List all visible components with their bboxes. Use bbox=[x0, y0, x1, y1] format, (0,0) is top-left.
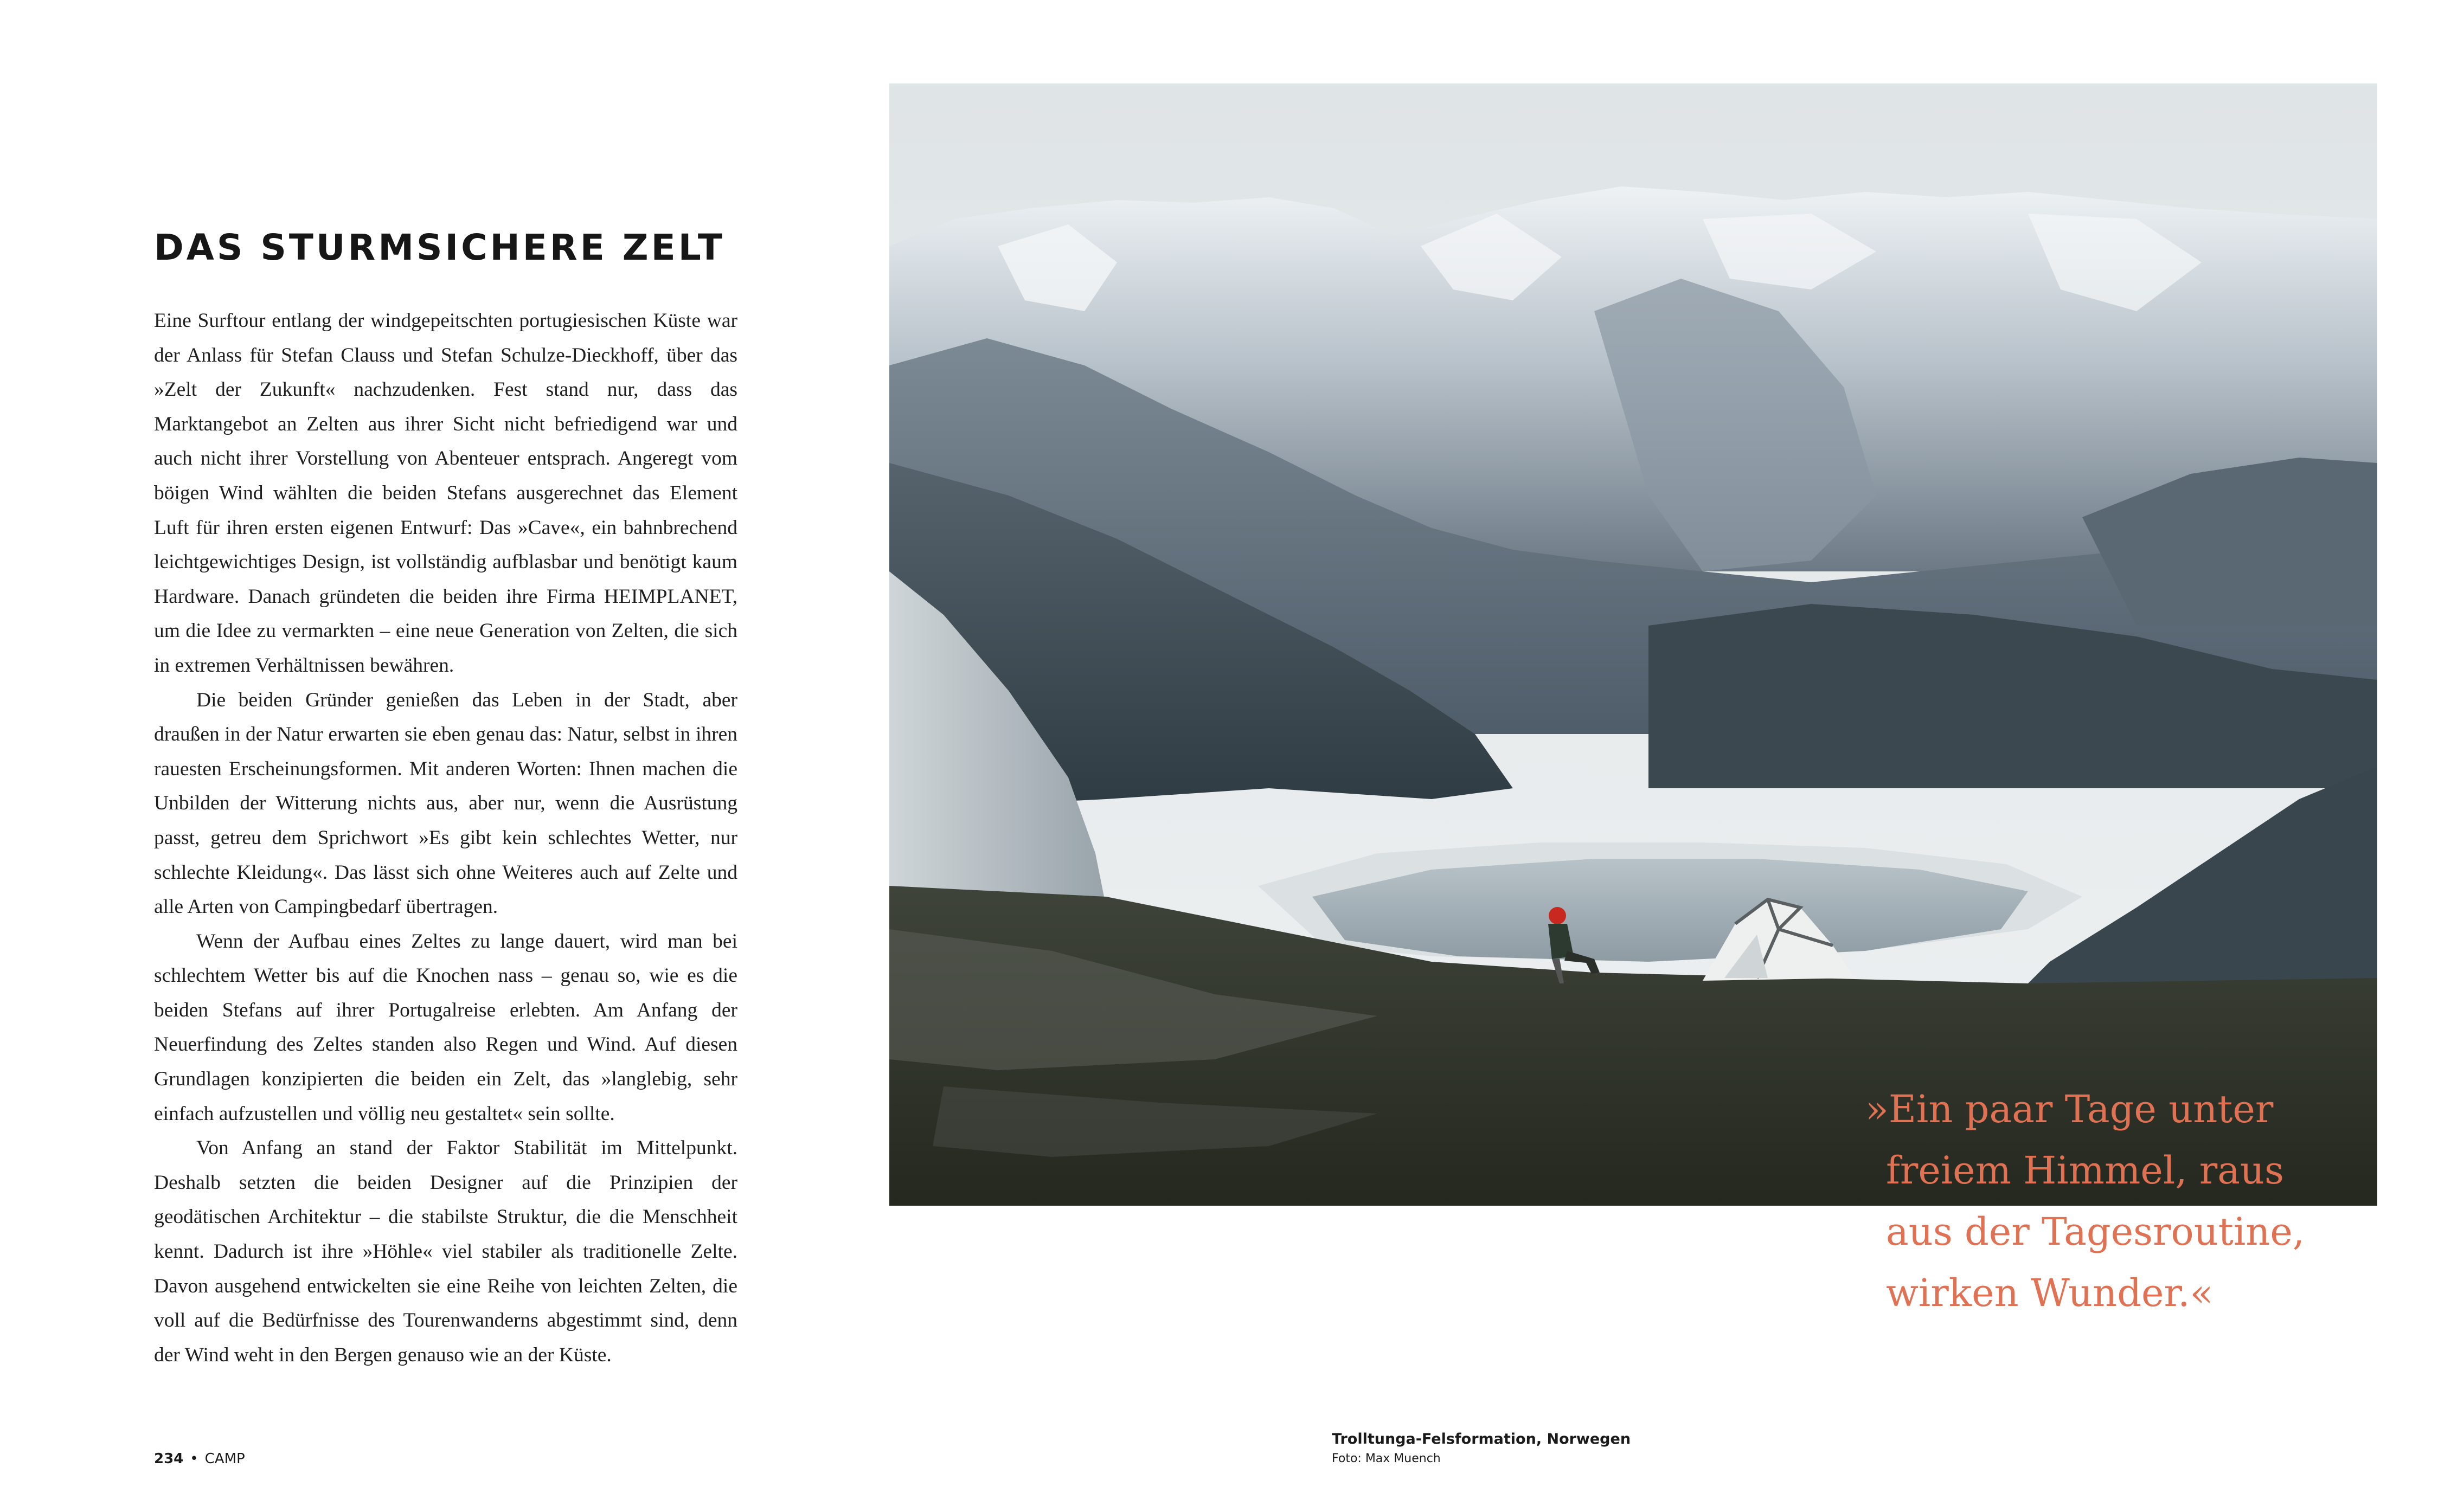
caption-credit: Foto: Max Muench bbox=[1332, 1452, 1441, 1465]
photo-caption bbox=[1332, 1429, 1631, 1468]
article-body bbox=[154, 304, 737, 1372]
section-name: CAMP bbox=[204, 1451, 245, 1467]
caption-title: Trolltunga-Felsformation, Norwegen bbox=[1332, 1431, 1631, 1447]
landscape-photo bbox=[889, 83, 2377, 1206]
pull-quote-line: freiem Himmel, raus bbox=[1886, 1148, 2284, 1193]
folio-separator: • bbox=[190, 1451, 198, 1467]
page-folio bbox=[154, 1451, 245, 1467]
body-paragraph: Die beiden Gründer genießen das Leben in der Stadt, aber draußen in der Natur erwarten sie eben genau das: Natur, selbst in ihren rauesten Erscheinungsformen. Mit anderen Worten: Ihnen machen die Unbilden der Witterung nichts aus, aber nur, wenn die Ausrüstung passt, getreu dem Sprichwort »Es gibt kein schlechtes Wetter, nur schlechte Kleidung«. Das lässt sich ohne Weiteres auch auf Zelte und alle Arten von Campingbedarf übertragen. bbox=[154, 689, 737, 918]
pull-quote-line: aus der Tagesroutine, bbox=[1886, 1209, 2305, 1254]
pull-quote bbox=[1865, 1079, 2353, 1324]
article-heading: DAS STURMSICHERE ZELT bbox=[154, 227, 725, 268]
body-paragraph: Eine Surftour entlang der windgepeitschten portugiesischen Küste war der Anlass für Stefan Clauss und Stefan Schulze-Dieckhoff, über das »Zelt der Zukunft« nachzudenken. Fest stand nur, dass das Marktangebot an Zelten aus ihrer Sicht nicht befriedigend war und auch nicht ihrer Vorstellung von Abenteuer entsprach. Angeregt vom böigen Wind wählten die beiden Stefans ausgerechnet das Element Luft für ihren ersten eigenen Entwurf: Das »Cave«, ein bahnbrechend leichtgewichtiges Design, ist vollständig aufblasbar und benötigt kaum Hardware. Danach gründeten die beiden ihre Firma HEIMPLANET, um die Idee zu vermarkten – eine neue Generation von Zelten, die sich in extremen Verhältnissen bewähren. bbox=[154, 310, 737, 677]
pull-quote-line: »Ein paar Tage unter bbox=[1865, 1087, 2274, 1131]
body-paragraph: Von Anfang an stand der Faktor Stabilität im Mittelpunkt. Deshalb setzten die beiden Designer auf die Prinzipien der geodätischen Architektur – die stabilste Struktur, die die Menschheit kennt. Dadurch ist ihre »Höhle« viel stabiler als traditionelle Zelte. Davon ausgehend entwickelten sie eine Reihe von leichten Zelten, die voll auf die Bedürfnisse des Tourenwanderns abgestimmt sind, denn der Wind weht in den Bergen genauso wie an der Küste. bbox=[154, 1137, 737, 1366]
page-number: 234 bbox=[154, 1451, 184, 1467]
pull-quote-line: wirken Wunder.« bbox=[1886, 1271, 2214, 1315]
body-paragraph: Wenn der Aufbau eines Zeltes zu lange dauert, wird man bei schlechtem Wetter bis auf die Knochen nass – genau so, wie es die beiden Stefans auf ihrer Portugalreise erlebten. Am Anfang der Neuerfindung des Zeltes standen also Regen und Wind. Auf diesen Grundlagen konzipierten die beiden ein Zelt, das »langlebig, sehr einfach aufzustellen und völlig neu gestaltet« sein sollte. bbox=[154, 930, 737, 1125]
